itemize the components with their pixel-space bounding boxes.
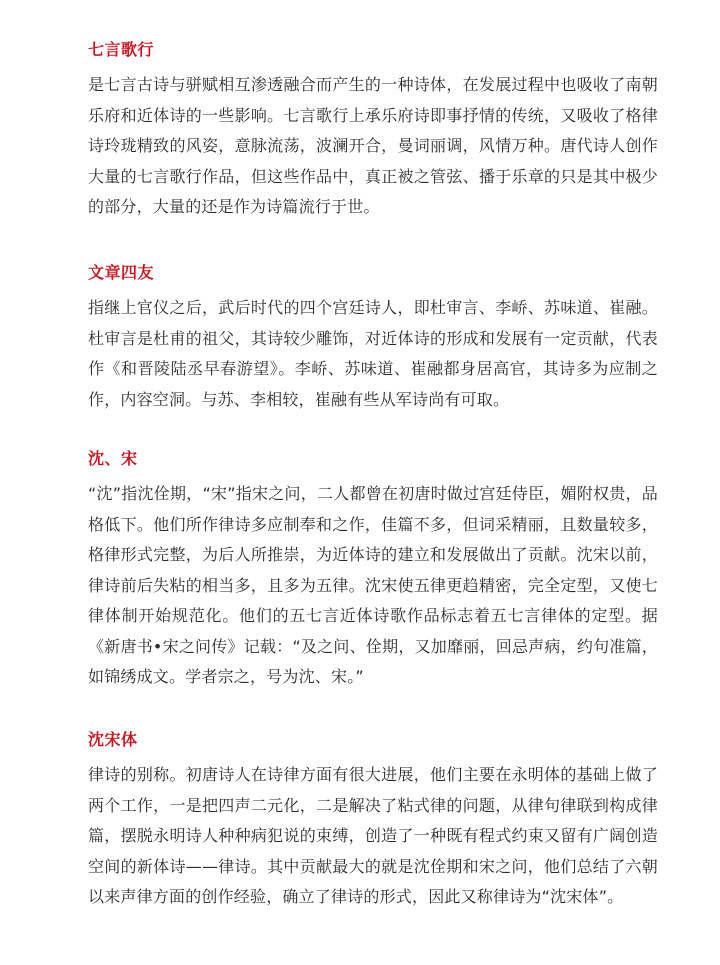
section-shensong-ti	[88, 728, 658, 913]
section-qiyan-gexing	[88, 38, 658, 223]
section-body: 是七言古诗与骈赋相互渗透融合而产生的一种诗体，在发展过程中也吸收了南朝乐府和近体诗的一些影响。七言歌行上承乐府诗即事抒情的传统，又吸收了格律诗玲珑精致的风姿，意脉流荡，波澜开合，曼词丽调，风情万种。唐代诗人创作大量的七言歌行作品，但这些作品中，真正被之管弦、播于乐章的只是其中极少的部分，大量的还是作为诗篇流行于世。	[88, 75, 658, 216]
section-title: 沈宋体	[88, 730, 138, 749]
section-shen-song	[88, 447, 658, 693]
section-title: 沈、宋	[88, 449, 138, 468]
section-body: 律诗的别称。初唐诗人在诗律方面有很大进展，他们主要在永明体的基础上做了两个工作，一是把四声二元化，二是解决了粘式律的问题，从律句律联到构成律篇，摆脱永明诗人种种病犯说的束缚，创造了一种既有程式约束又留有广阔创造空间的新体诗——律诗。其中贡献最大的就是沈佺期和宋之问，他们总结了六朝以来声律方面的创作经验，确立了律诗的形式，因此又称律诗为“沈宋体”。	[88, 765, 658, 906]
section-body: “沈”指沈佺期，“宋”指宋之问，二人都曾在初唐时做过宫廷侍臣，媚附权贵，品格低下。他们所作律诗多应制奉和之作，佳篇不多，但词采精丽，且数量较多，格律形式完整，为后人所推崇，为近体诗的建立和发展做出了贡献。沈宋以前，律诗前后失粘的相当多，且多为五律。沈宋使五律更趋精密，完全定型，又使七律体制开始规范化。他们的五七言近体诗歌作品标志着五七言律体的定型。据《新唐书•宋之问传》记载：“及之问、佺期，又加靡丽，回忌声病，约句准篇，如锦绣成文。学者宗之，号为沈、宋。”	[88, 484, 658, 686]
section-wenzhang-siyou	[88, 261, 658, 415]
section-body: 指继上官仪之后，武后时代的四个宫廷诗人，即杜审言、李峤、苏味道、崔融。杜审言是杜甫的祖父，其诗较少雕饰，对近体诗的形成和发展有一定贡献，代表作《和晋陵陆丞早春游望》。李峤、苏味道、崔融都身居高官，其诗多为应制之作，内容空洞。与苏、李相较，崔融有些从军诗尚有可取。	[88, 298, 658, 409]
section-title: 文章四友	[88, 263, 155, 282]
section-title: 七言歌行	[88, 40, 155, 59]
